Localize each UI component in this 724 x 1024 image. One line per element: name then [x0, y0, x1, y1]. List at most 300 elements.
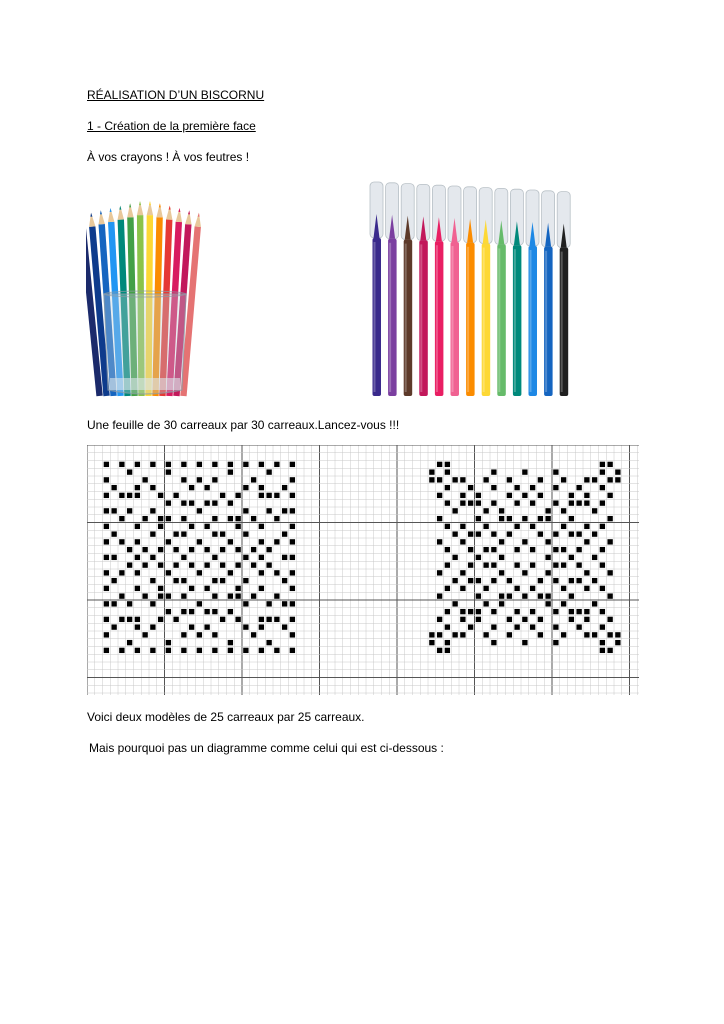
stitch-model-2 [468, 531, 473, 536]
stitch-model-1 [243, 578, 248, 583]
stitch-model-1 [290, 477, 295, 482]
stitch-model-1 [212, 531, 217, 536]
stitch-model-1 [158, 547, 163, 552]
stitch-model-1 [127, 493, 132, 498]
stitch-model-2 [553, 500, 558, 505]
stitch-model-2 [569, 593, 574, 598]
stitch-model-1 [111, 531, 116, 536]
stitch-model-1 [235, 516, 240, 521]
stitch-model-1 [251, 516, 256, 521]
stitch-model-1 [158, 586, 163, 591]
stitch-model-1 [119, 648, 124, 653]
stitch-model-2 [491, 562, 496, 567]
stitch-model-1 [150, 648, 155, 653]
stitch-model-1 [158, 562, 163, 567]
stitch-model-1 [197, 648, 202, 653]
stitch-model-1 [166, 609, 171, 614]
stitch-model-1 [111, 555, 116, 560]
stitch-model-2 [538, 493, 543, 498]
stitch-model-1 [228, 640, 233, 645]
stitch-model-2 [600, 469, 605, 474]
section-heading: 1 - Création de la première face [87, 119, 256, 133]
stitch-model-2 [445, 586, 450, 591]
stitch-model-1 [197, 508, 202, 513]
stitch-model-2 [499, 516, 504, 521]
stitch-model-2 [476, 493, 481, 498]
stitch-model-1 [189, 485, 194, 490]
stitch-model-2 [538, 617, 543, 622]
stitch-model-1 [181, 578, 186, 583]
stitch-model-2 [607, 632, 612, 637]
stitch-model-1 [228, 609, 233, 614]
stitch-model-2 [553, 562, 558, 567]
stitch-model-2 [569, 493, 574, 498]
stitch-model-2 [600, 562, 605, 567]
stitch-model-2 [607, 617, 612, 622]
stitch-model-1 [212, 632, 217, 637]
stitch-model-2 [437, 493, 442, 498]
stitch-model-1 [104, 555, 109, 560]
stitch-model-2 [514, 500, 519, 505]
stitch-model-1 [181, 477, 186, 482]
stitch-model-1 [135, 485, 140, 490]
stitch-model-2 [600, 462, 605, 467]
stitch-model-2 [569, 500, 574, 505]
stitch-model-1 [142, 593, 147, 598]
felt-marker [370, 182, 383, 396]
felt-marker [479, 188, 492, 396]
stitch-model-1 [135, 462, 140, 467]
stitch-model-1 [274, 516, 279, 521]
stitch-model-1 [166, 640, 171, 645]
stitch-model-2 [553, 469, 558, 474]
stitch-model-2 [576, 624, 581, 629]
stitch-model-1 [282, 531, 287, 536]
stitch-model-2 [445, 648, 450, 653]
felt-marker [417, 184, 430, 396]
stitch-model-1 [251, 632, 256, 637]
stitch-model-1 [166, 462, 171, 467]
stitch-model-1 [173, 531, 178, 536]
stitch-model-2 [553, 547, 558, 552]
stitch-model-1 [259, 570, 264, 575]
stitch-model-2 [592, 578, 597, 583]
stitch-model-1 [204, 485, 209, 490]
felt-marker [510, 189, 523, 396]
stitch-model-2 [445, 524, 450, 529]
stitch-model-1 [290, 586, 295, 591]
felt-marker [495, 188, 508, 396]
stitch-model-1 [158, 524, 163, 529]
stitch-model-2 [445, 547, 450, 552]
stitch-model-1 [150, 485, 155, 490]
stitch-model-1 [189, 562, 194, 567]
stitch-model-2 [561, 508, 566, 513]
stitch-model-1 [235, 547, 240, 552]
stitch-model-1 [150, 508, 155, 513]
stitch-model-1 [166, 570, 171, 575]
stitch-model-2 [491, 531, 496, 536]
stitch-model-2 [507, 493, 512, 498]
stitch-model-2 [592, 555, 597, 560]
stitch-model-1 [135, 493, 140, 498]
stitch-model-2 [499, 555, 504, 560]
stitch-model-2 [545, 539, 550, 544]
stitch-model-2 [522, 593, 527, 598]
stitch-model-1 [150, 531, 155, 536]
stitch-model-2 [592, 477, 597, 482]
stitch-model-1 [166, 469, 171, 474]
cross-stitch-grid [87, 445, 639, 695]
stitch-model-2 [499, 593, 504, 598]
stitch-model-1 [104, 508, 109, 513]
stitch-model-2 [460, 493, 465, 498]
stitch-model-2 [538, 593, 543, 598]
stitch-model-2 [561, 524, 566, 529]
stitch-model-2 [545, 593, 550, 598]
stitch-model-2 [600, 648, 605, 653]
stitch-model-2 [452, 477, 457, 482]
stitch-model-2 [491, 578, 496, 583]
stitch-model-2 [530, 586, 535, 591]
stitch-model-1 [166, 593, 171, 598]
stitch-model-1 [181, 531, 186, 536]
stitch-model-2 [561, 477, 566, 482]
stitch-model-1 [212, 516, 217, 521]
stitch-model-2 [476, 593, 481, 598]
stitch-model-1 [111, 485, 116, 490]
stitch-model-1 [189, 624, 194, 629]
stitch-model-1 [212, 578, 217, 583]
stitch-model-1 [235, 562, 240, 567]
stitch-model-1 [135, 524, 140, 529]
stitch-model-2 [429, 477, 434, 482]
stitch-model-2 [584, 586, 589, 591]
stitch-model-1 [166, 539, 171, 544]
stitch-model-2 [452, 578, 457, 583]
stitch-model-1 [135, 555, 140, 560]
stitch-model-2 [561, 562, 566, 567]
stitch-model-2 [483, 524, 488, 529]
stitch-model-2 [468, 485, 473, 490]
stitch-model-2 [576, 485, 581, 490]
stitch-model-2 [584, 609, 589, 614]
stitch-model-2 [592, 531, 597, 536]
stitch-model-1 [290, 570, 295, 575]
stitch-model-2 [483, 508, 488, 513]
stitch-model-1 [104, 524, 109, 529]
stitch-model-2 [460, 539, 465, 544]
stitch-model-2 [460, 617, 465, 622]
stitch-model-2 [545, 570, 550, 575]
stitch-model-2 [491, 640, 496, 645]
stitch-model-2 [553, 640, 558, 645]
stitch-model-2 [445, 500, 450, 505]
stitch-model-2 [437, 477, 442, 482]
stitch-model-1 [228, 648, 233, 653]
stitch-model-2 [615, 632, 620, 637]
stitch-model-2 [584, 617, 589, 622]
stitch-model-2 [445, 640, 450, 645]
stitch-model-2 [491, 500, 496, 505]
stitch-model-2 [607, 477, 612, 482]
stitch-model-1 [243, 462, 248, 467]
stitch-model-1 [243, 555, 248, 560]
stitch-model-2 [522, 640, 527, 645]
page-title: RÉALISATION D’UN BISCORNU [87, 88, 265, 102]
stitch-model-1 [259, 617, 264, 622]
intro-text: À vos crayons ! À vos feutres ! [87, 150, 250, 164]
stitch-model-2 [476, 531, 481, 536]
stitch-model-2 [507, 578, 512, 583]
stitch-model-2 [576, 547, 581, 552]
stitch-model-1 [274, 539, 279, 544]
stitch-model-1 [220, 562, 225, 567]
stitch-model-1 [235, 493, 240, 498]
stitch-model-2 [483, 477, 488, 482]
stitch-model-1 [212, 648, 217, 653]
stitch-model-1 [212, 462, 217, 467]
stitch-model-2 [530, 485, 535, 490]
stitch-model-2 [530, 624, 535, 629]
stitch-model-2 [507, 477, 512, 482]
stitch-model-2 [452, 531, 457, 536]
sheet-instructions: Une feuille de 30 carreaux par 30 carreaux.Lancez-vous !!! [87, 418, 400, 432]
stitch-model-2 [437, 570, 442, 575]
stitch-model-2 [600, 500, 605, 505]
stitch-model-2 [460, 500, 465, 505]
stitch-model-1 [204, 609, 209, 614]
stitch-model-2 [476, 617, 481, 622]
stitch-model-1 [173, 617, 178, 622]
stitch-model-1 [173, 562, 178, 567]
stitch-model-1 [274, 593, 279, 598]
diagram-question: Mais pourquoi pas un diagramme comme celui qui est ci-dessous : [89, 741, 444, 755]
stitch-model-1 [235, 593, 240, 598]
stitch-model-2 [607, 493, 612, 498]
stitch-model-1 [104, 648, 109, 653]
glass-base [110, 378, 180, 390]
stitch-model-2 [561, 632, 566, 637]
stitch-model-2 [476, 500, 481, 505]
stitch-model-2 [561, 586, 566, 591]
stitch-model-1 [142, 562, 147, 567]
stitch-model-1 [220, 531, 225, 536]
stitch-model-1 [259, 586, 264, 591]
stitch-model-1 [259, 524, 264, 529]
stitch-model-1 [119, 462, 124, 467]
stitch-model-1 [181, 632, 186, 637]
stitch-model-1 [266, 562, 271, 567]
stitch-model-1 [274, 493, 279, 498]
stitch-model-1 [104, 493, 109, 498]
stitch-model-2 [514, 609, 519, 614]
stitch-model-2 [584, 477, 589, 482]
stitch-model-2 [561, 547, 566, 552]
stitch-model-1 [243, 508, 248, 513]
stitch-model-1 [135, 586, 140, 591]
stitch-model-2 [437, 617, 442, 622]
stitch-model-2 [460, 477, 465, 482]
stitch-model-1 [290, 617, 295, 622]
stitch-model-2 [445, 624, 450, 629]
stitch-model-2 [437, 593, 442, 598]
stitch-model-1 [212, 555, 217, 560]
stitch-model-2 [437, 516, 442, 521]
stitch-model-1 [150, 601, 155, 606]
stitch-model-2 [499, 539, 504, 544]
stitch-model-1 [197, 632, 202, 637]
stitch-model-2 [569, 609, 574, 614]
stitch-model-2 [452, 508, 457, 513]
stitch-model-1 [220, 578, 225, 583]
stitch-model-1 [142, 477, 147, 482]
stitch-model-2 [507, 593, 512, 598]
stitch-model-2 [514, 562, 519, 567]
stitch-model-1 [119, 539, 124, 544]
stitch-model-2 [476, 609, 481, 614]
stitch-model-1 [251, 477, 256, 482]
stitch-model-2 [445, 485, 450, 490]
stitch-model-1 [266, 617, 271, 622]
stitch-model-1 [173, 493, 178, 498]
stitch-model-2 [491, 469, 496, 474]
stitch-model-2 [468, 547, 473, 552]
stitch-model-2 [607, 648, 612, 653]
stitch-model-1 [282, 555, 287, 560]
stitch-model-2 [437, 648, 442, 653]
stitch-model-1 [127, 617, 132, 622]
stitch-model-1 [290, 632, 295, 637]
stitch-model-1 [119, 493, 124, 498]
stitch-model-2 [468, 500, 473, 505]
stitch-model-1 [127, 508, 132, 513]
stitch-model-1 [259, 539, 264, 544]
stitch-model-2 [553, 485, 558, 490]
stitch-model-2 [507, 617, 512, 622]
stitch-model-2 [584, 539, 589, 544]
felt-marker [448, 186, 461, 396]
stitch-model-1 [212, 593, 217, 598]
stitch-model-1 [111, 601, 116, 606]
stitch-model-2 [468, 624, 473, 629]
stitch-model-2 [538, 578, 543, 583]
stitch-model-2 [514, 524, 519, 529]
stitch-model-2 [545, 516, 550, 521]
stitch-model-2 [607, 539, 612, 544]
stitch-model-2 [592, 632, 597, 637]
stitch-model-2 [607, 516, 612, 521]
stitch-model-1 [142, 516, 147, 521]
stitch-model-2 [615, 640, 620, 645]
stitch-model-1 [135, 539, 140, 544]
stitch-model-1 [243, 485, 248, 490]
stitch-model-2 [607, 462, 612, 467]
stitch-model-2 [569, 531, 574, 536]
stitch-model-1 [104, 617, 109, 622]
stitch-model-1 [204, 586, 209, 591]
felt-markers-image [364, 180, 576, 400]
stitch-model-2 [445, 562, 450, 567]
stitch-model-1 [135, 617, 140, 622]
stitch-model-1 [290, 493, 295, 498]
stitch-model-2 [460, 570, 465, 575]
stitch-model-1 [166, 516, 171, 521]
stitch-model-1 [290, 524, 295, 529]
stitch-model-1 [111, 508, 116, 513]
stitch-model-1 [220, 617, 225, 622]
stitch-model-1 [228, 516, 233, 521]
stitch-model-1 [259, 485, 264, 490]
felt-marker [557, 192, 570, 396]
stitch-model-1 [197, 601, 202, 606]
stitch-model-1 [104, 539, 109, 544]
stitch-model-1 [166, 500, 171, 505]
stitch-model-2 [584, 500, 589, 505]
stitch-model-2 [522, 493, 527, 498]
stitch-model-1 [127, 601, 132, 606]
stitch-model-1 [150, 555, 155, 560]
stitch-model-1 [119, 516, 124, 521]
stitch-model-1 [204, 500, 209, 505]
stitch-model-1 [104, 601, 109, 606]
stitch-model-2 [530, 547, 535, 552]
stitch-model-1 [274, 570, 279, 575]
stitch-model-2 [584, 524, 589, 529]
stitch-model-1 [228, 570, 233, 575]
stitch-model-1 [181, 516, 186, 521]
stitch-model-1 [259, 462, 264, 467]
stitch-model-1 [127, 547, 132, 552]
felt-marker [386, 183, 399, 396]
models-caption: Voici deux modèles de 25 carreaux par 25 carreaux. [87, 710, 365, 724]
stitch-model-1 [197, 477, 202, 482]
stitch-model-2 [584, 570, 589, 575]
felt-marker [401, 184, 414, 396]
stitch-model-1 [111, 578, 116, 583]
stitch-model-2 [514, 624, 519, 629]
stitch-model-1 [181, 609, 186, 614]
stitch-model-2 [522, 516, 527, 521]
stitch-model-2 [514, 485, 519, 490]
stitch-model-1 [197, 539, 202, 544]
stitch-model-1 [189, 500, 194, 505]
stitch-model-2 [483, 547, 488, 552]
stitch-model-2 [615, 469, 620, 474]
stitch-model-1 [142, 547, 147, 552]
stitch-model-2 [530, 609, 535, 614]
stitch-model-2 [592, 508, 597, 513]
stitch-model-2 [445, 469, 450, 474]
stitch-model-2 [507, 516, 512, 521]
stitch-model-2 [576, 562, 581, 567]
stitch-model-1 [212, 500, 217, 505]
stitch-model-2 [538, 531, 543, 536]
stitch-model-2 [553, 609, 558, 614]
stitch-model-2 [476, 555, 481, 560]
stitch-model-1 [259, 493, 264, 498]
stitch-model-2 [553, 531, 558, 536]
stitch-model-1 [243, 648, 248, 653]
stitch-model-1 [181, 500, 186, 505]
stitch-model-1 [204, 562, 209, 567]
stitch-model-1 [228, 593, 233, 598]
stitch-model-2 [584, 493, 589, 498]
stitch-model-1 [119, 593, 124, 598]
stitch-model-1 [104, 477, 109, 482]
stitch-model-1 [290, 462, 295, 467]
stitch-model-1 [290, 508, 295, 513]
